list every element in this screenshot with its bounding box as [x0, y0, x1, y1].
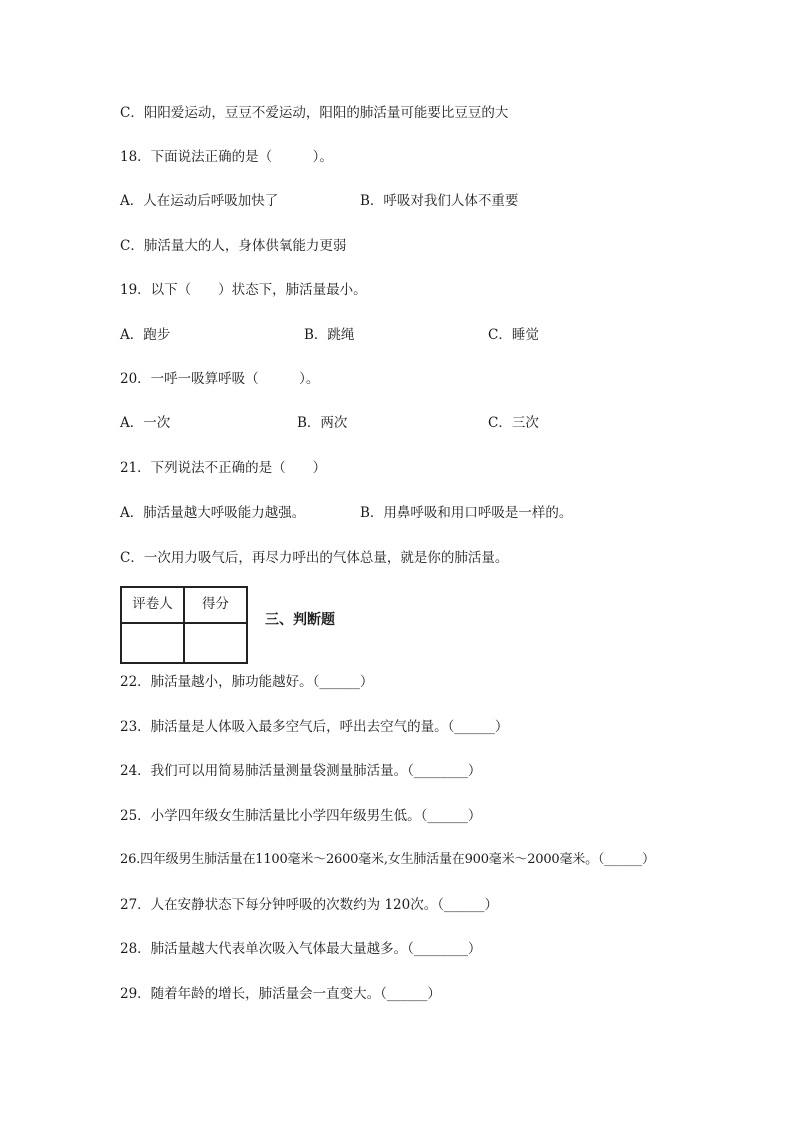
q19-stem: 19．以下（ ）状态下，肺活量最小。 [120, 282, 367, 298]
q20-option-a: A．一次 [120, 415, 171, 431]
q21-stem: 21．下列说法不正确的是（ ） [120, 460, 327, 476]
q18-option-b: B．呼吸对我们人体不重要 [360, 193, 519, 209]
q18-option-c: C．肺活量大的人，身体供氧能力更弱 [120, 238, 347, 254]
q19-option-b: B．跳绳 [304, 327, 355, 343]
q20-option-b: B．两次 [297, 415, 348, 431]
judgment-item: 28．肺活量越大代表单次吸入气体最大量越多。（________） [120, 941, 482, 957]
q21-option-b: B．用鼻呼吸和用口呼吸是一样的。 [360, 505, 573, 521]
score-table-grader-cell [121, 623, 184, 663]
judgment-item: 29．随着年龄的增长，肺活量会一直变大。（______） [120, 986, 441, 1002]
q20-option-c: C．三次 [488, 415, 539, 431]
q18-option-a: A．人在运动后呼吸加快了 [120, 193, 279, 209]
section-title: 三、判断题 [265, 612, 335, 628]
judgment-item: 22．肺活量越小，肺功能越好。（______） [120, 674, 374, 690]
q17-option-c: C．阳阳爱运动，豆豆不爱运动，阳阳的肺活量可能要比豆豆的大 [120, 105, 509, 121]
q21-option-a: A．肺活量越大呼吸能力越强。 [120, 505, 306, 521]
score-table-grader-header: 评卷人 [121, 587, 184, 623]
q20-stem: 20．一呼一吸算呼吸（ ）。 [120, 371, 320, 387]
q19-option-c: C．睡觉 [488, 327, 539, 343]
q18-stem: 18．下面说法正确的是（ ）。 [120, 149, 333, 165]
score-table-score-header: 得分 [184, 587, 247, 623]
score-table [120, 586, 248, 664]
judgment-item: 25．小学四年级女生肺活量比小学四年级男生低。（______） [120, 808, 482, 824]
judgment-item: 23．肺活量是人体吸入最多空气后，呼出去空气的量。（______） [120, 719, 509, 735]
score-table-score-cell [184, 623, 247, 663]
judgment-item: 27．人在安静状态下每分钟呼吸的次数约为 120次。（______） [120, 897, 498, 913]
q21-option-c: C．一次用力吸气后，再尽力呼出的气体总量，就是你的肺活量。 [120, 550, 509, 566]
q19-option-a: A．跑步 [120, 327, 171, 343]
judgment-item: 24．我们可以用简易肺活量测量袋测量肺活量。（________） [120, 763, 482, 779]
judgment-item: 26.四年级男生肺活量在1100毫米～2600毫米,女生肺活量在900毫米～2000毫米。（______） [120, 852, 655, 867]
